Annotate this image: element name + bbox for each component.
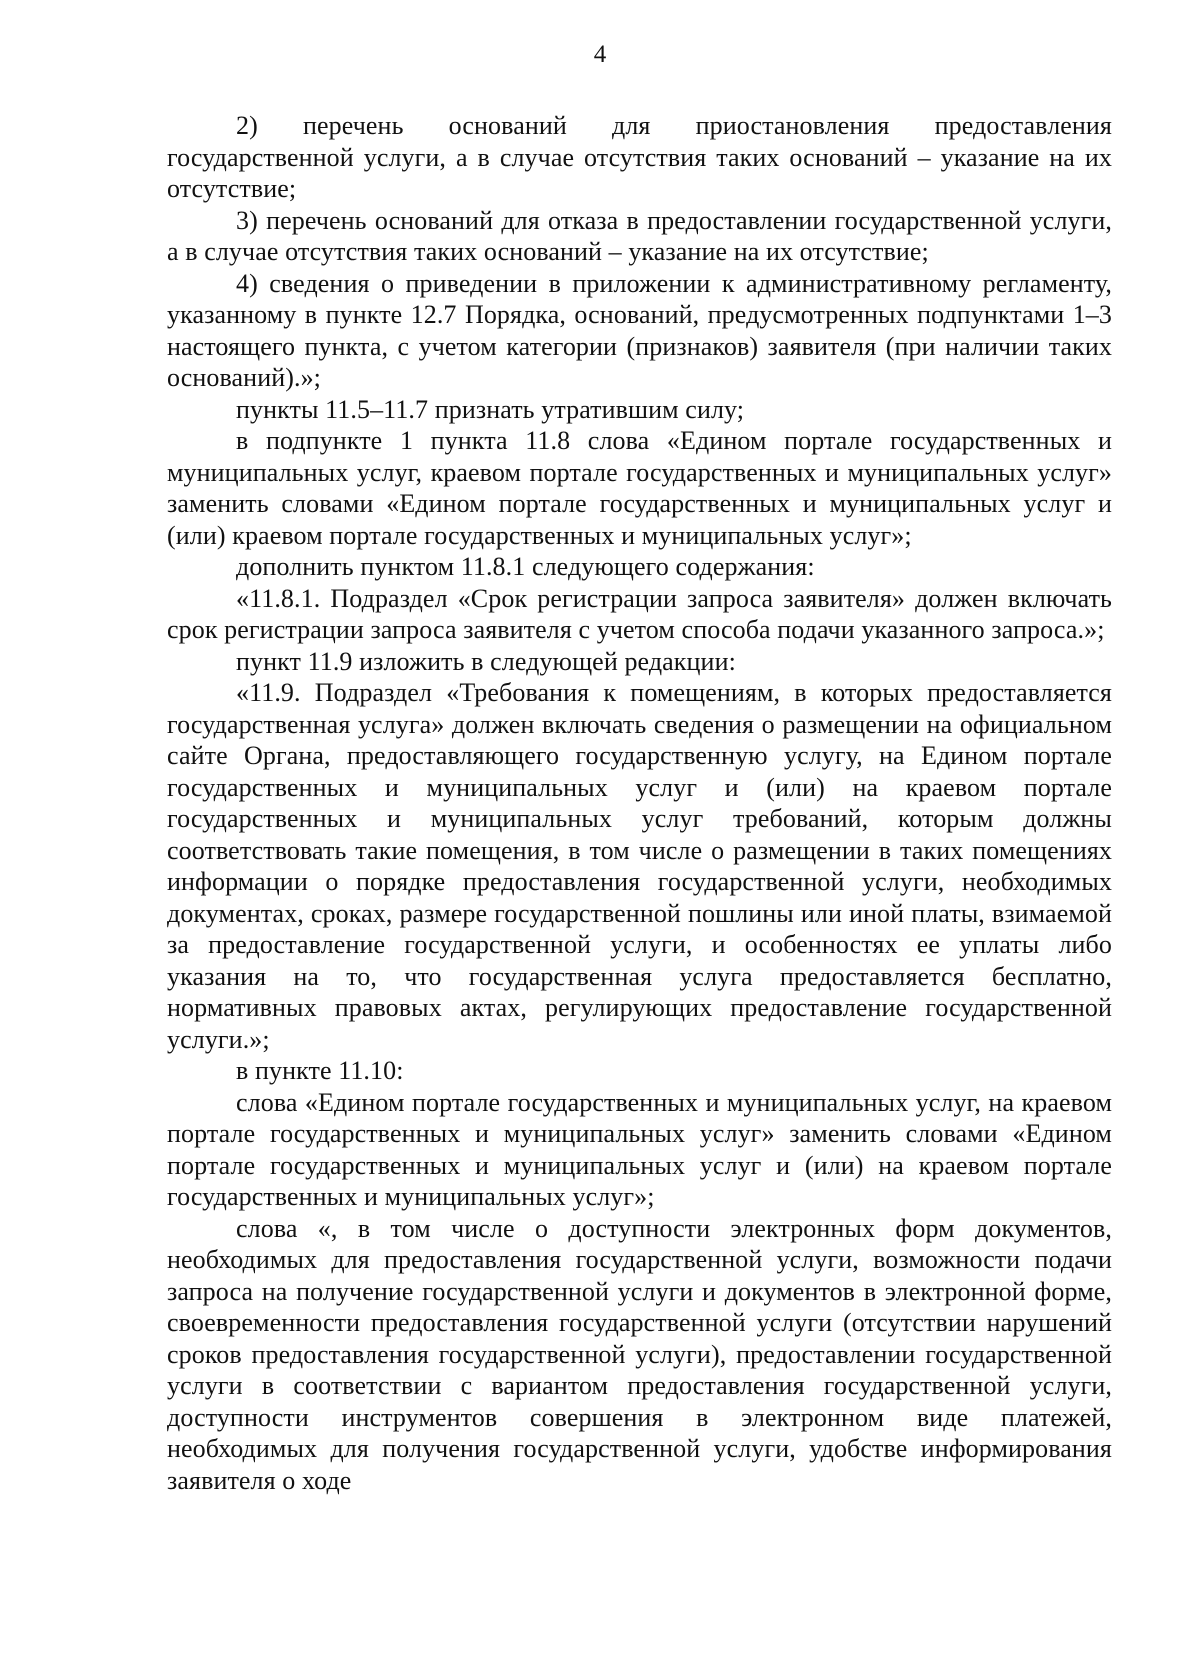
paragraph: слова «, в том числе о доступности электронных форм документов, необходимых для предоставления государственной услуги, возможности подачи запроса на получение государственной услуги и документов в электронной форме, своевременности предоставления государственной услуги (отсутствии нарушений сроков предоставления государственной услуги), предоставлении государственной услуги в соответствии с вариантом предоставления государственной услуги, доступности инструментов совершения в электронном виде платежей, необходимых для получения государственной услуги, удобстве информирования заявителя о ходе	[167, 1213, 1112, 1495]
paragraph: пункт 11.9 изложить в следующей редакции:	[236, 646, 736, 676]
paragraph: 3) перечень оснований для отказа в предоставлении государственной услуги, а в случае отсутствия таких оснований – указание на их отсутствие;	[167, 205, 1112, 266]
paragraph: дополнить пунктом 11.8.1 следующего содержания:	[236, 552, 815, 581]
page-number: 4	[593, 41, 607, 68]
paragraph: 4) сведения о приведении в приложении к административному регламенту, указанному в пункте 12.7 Порядка, оснований, предусмотренных подпунктами 1–3 настоящего пункта, с учетом категории (признаков) заявителя (при наличии таких оснований).»;	[167, 268, 1112, 392]
paragraph: «11.8.1. Подраздел «Срок регистрации запроса заявителя» должен включать срок регистрации запроса заявителя с учетом способа подачи указанного запроса.»;	[167, 583, 1112, 644]
paragraph: в пункте 11.10:	[236, 1056, 404, 1085]
paragraph: пункты 11.5–11.7 признать утратившим силу;	[236, 394, 745, 424]
paragraph: слова «Едином портале государственных и муниципальных услуг, на краевом портале государственных и муниципальных услуг» заменить словами «Едином портале государственных и муниципальных услуг и (или) на краевом портале государственных и муниципальных услуг»;	[167, 1087, 1112, 1211]
paragraph: «11.9. Подраздел «Требования к помещениям, в которых предоставляется государственная услуга» должен включать сведения о размещении на официальном сайте Органа, предоставляющего государственную услугу, на Едином портале государственных и муниципальных услуг и (или) на краевом портале государственных и муниципальных услуг требований, которым должны соответствовать такие помещения, в том числе о размещении в таких помещениях информации о порядке предоставления государственной услуги, необходимых документах, сроках, размере государственной пошлины или иной платы, взимаемой за предоставление государственной услуги, и особенностях ее уплаты либо указания на то, что государственная услуга предоставляется бесплатно, нормативных правовых актах, регулирующих предоставление государственной услуги.»;	[167, 678, 1112, 1054]
paragraph: 2) перечень оснований для приостановления предоставления государственной услуги, а в случае отсутствия таких оснований – указание на их отсутствие;	[167, 111, 1112, 203]
document-body	[167, 110, 1112, 1496]
paragraph: в подпункте 1 пункта 11.8 слова «Едином портале государственных и муниципальных услуг, краевом портале государственных и муниципальных услуг» заменить словами «Едином портале государственных и муниципальных услуг и (или) краевом портале государственных и муниципальных услуг»;	[167, 426, 1112, 550]
